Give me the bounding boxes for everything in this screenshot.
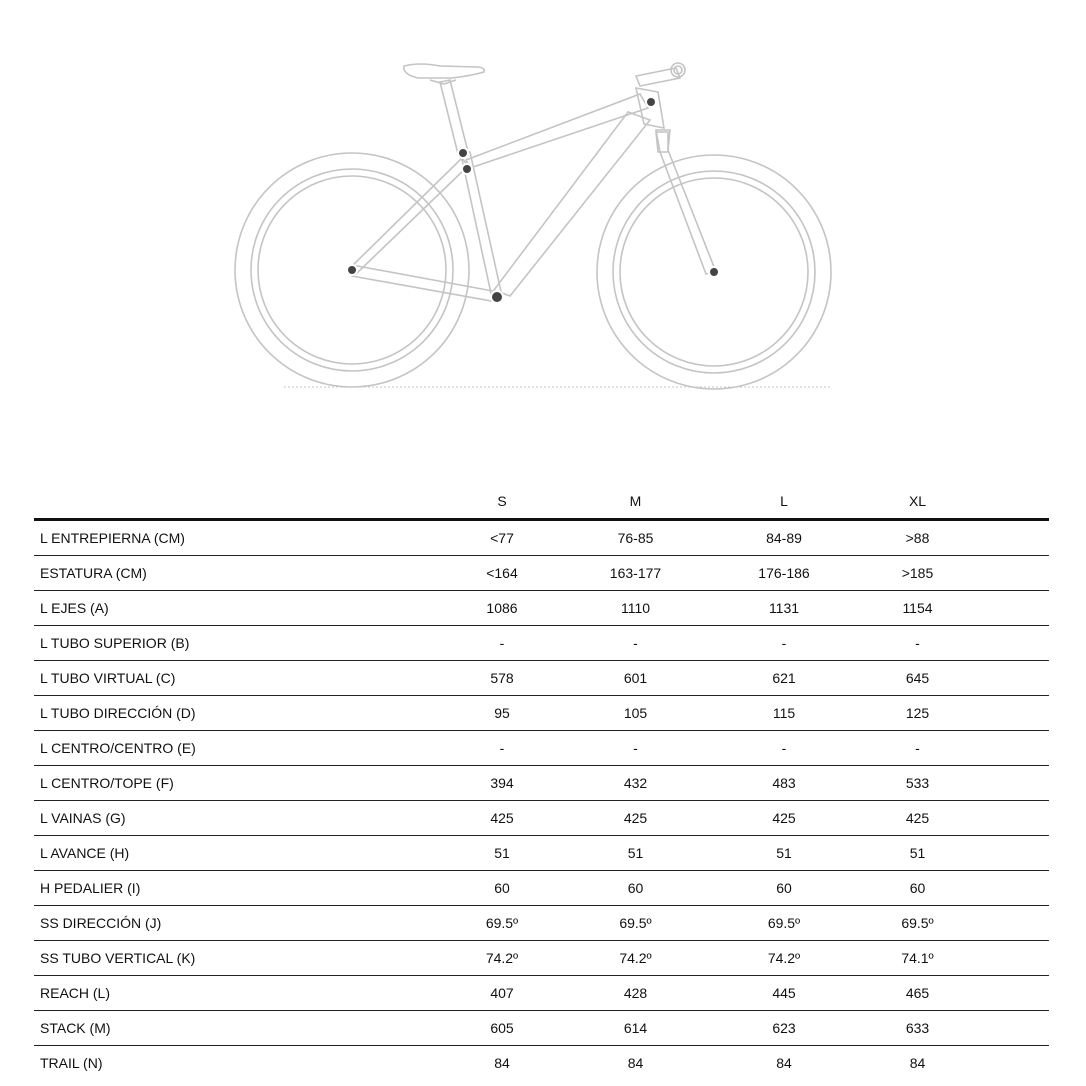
row-pad — [968, 836, 1049, 871]
header-blank — [34, 484, 434, 520]
cell-value: 1154 — [867, 591, 968, 626]
row-label: L CENTRO/CENTRO (E) — [34, 731, 434, 766]
row-pad — [968, 766, 1049, 801]
geometry-table — [34, 484, 1049, 1080]
row-label: L TUBO SUPERIOR (B) — [34, 626, 434, 661]
row-label: L EJES (A) — [34, 591, 434, 626]
row-pad — [968, 1011, 1049, 1046]
cell-value: 51 — [701, 836, 867, 871]
seatstay — [350, 158, 468, 274]
table-row — [34, 626, 1049, 661]
cell-value: 483 — [701, 766, 867, 801]
cell-value: 1131 — [701, 591, 867, 626]
cell-value: - — [434, 626, 570, 661]
table-row — [34, 766, 1049, 801]
table-row — [34, 836, 1049, 871]
row-pad — [968, 731, 1049, 766]
cell-value: 623 — [701, 1011, 867, 1046]
cell-value: 74.2º — [701, 941, 867, 976]
cell-value: 74.2º — [434, 941, 570, 976]
saddle — [404, 64, 485, 78]
cell-value: 95 — [434, 696, 570, 731]
row-pad — [968, 801, 1049, 836]
cell-value: <77 — [434, 520, 570, 556]
seatstay-junction-dot — [462, 164, 472, 174]
row-pad — [968, 1046, 1049, 1081]
cell-value: 605 — [434, 1011, 570, 1046]
row-label: L TUBO VIRTUAL (C) — [34, 661, 434, 696]
cell-value: 163-177 — [570, 556, 701, 591]
cell-value: - — [867, 731, 968, 766]
size-header: M — [570, 484, 701, 520]
cell-value: - — [570, 626, 701, 661]
cell-value: 407 — [434, 976, 570, 1011]
row-label: STACK (M) — [34, 1011, 434, 1046]
cell-value: 69.5º — [701, 906, 867, 941]
cell-value: 425 — [570, 801, 701, 836]
cell-value: 60 — [867, 871, 968, 906]
table-row — [34, 520, 1049, 556]
row-label: L AVANCE (H) — [34, 836, 434, 871]
cell-value: 425 — [434, 801, 570, 836]
row-pad — [968, 696, 1049, 731]
cell-value: 465 — [867, 976, 968, 1011]
cell-value: - — [867, 626, 968, 661]
cell-value: 51 — [570, 836, 701, 871]
row-pad — [968, 871, 1049, 906]
table-row — [34, 556, 1049, 591]
cell-value: 105 — [570, 696, 701, 731]
cell-value: 125 — [867, 696, 968, 731]
cell-value: 74.2º — [570, 941, 701, 976]
cell-value: - — [570, 731, 701, 766]
cell-value: - — [701, 626, 867, 661]
cell-value: 601 — [570, 661, 701, 696]
cell-value: 425 — [701, 801, 867, 836]
table-row — [34, 696, 1049, 731]
size-header: S — [434, 484, 570, 520]
row-label: L VAINAS (G) — [34, 801, 434, 836]
size-header-row — [34, 484, 1049, 520]
row-label: REACH (L) — [34, 976, 434, 1011]
cell-value: - — [434, 731, 570, 766]
size-header: XL — [867, 484, 968, 520]
row-pad — [968, 661, 1049, 696]
cell-value: 69.5º — [434, 906, 570, 941]
cell-value: 578 — [434, 661, 570, 696]
table-row — [34, 976, 1049, 1011]
row-label: L ENTREPIERNA (CM) — [34, 520, 434, 556]
bottom-bracket-dot — [491, 291, 503, 303]
cell-value: 115 — [701, 696, 867, 731]
table-row — [34, 906, 1049, 941]
row-pad — [968, 591, 1049, 626]
cell-value: 84 — [627, 1055, 644, 1071]
rear-axle-dot — [347, 265, 357, 275]
row-pad — [968, 556, 1049, 591]
table-row — [34, 1011, 1049, 1046]
row-pad — [968, 976, 1049, 1011]
cell-value: 633 — [867, 1011, 968, 1046]
table-row — [34, 591, 1049, 626]
row-label: L CENTRO/TOPE (F) — [34, 766, 434, 801]
cell-value: 84 — [494, 1055, 510, 1071]
cell-value: 60 — [701, 871, 867, 906]
cell-value: 76-85 — [570, 520, 701, 556]
cell-value: 621 — [701, 661, 867, 696]
row-label: L TUBO DIRECCIÓN (D) — [34, 696, 434, 731]
cell-value: 84 — [909, 1055, 926, 1071]
table-row — [34, 801, 1049, 836]
size-header: L — [701, 484, 867, 520]
head-top-dot — [646, 97, 656, 107]
table-row — [34, 1046, 1049, 1081]
cell-value: 69.5º — [570, 906, 701, 941]
down-tube — [494, 112, 650, 296]
row-label: ESTATURA (CM) — [34, 556, 434, 591]
cell-value: 394 — [434, 766, 570, 801]
cell-value: >88 — [867, 520, 968, 556]
cell-value: 645 — [867, 661, 968, 696]
cell-value: 1086 — [434, 591, 570, 626]
table-row — [34, 661, 1049, 696]
table-row — [34, 941, 1049, 976]
seat-cluster-dot — [458, 148, 468, 158]
cell-value: 176-186 — [701, 556, 867, 591]
cell-value: 84 — [776, 1055, 792, 1071]
cell-value: 445 — [701, 976, 867, 1011]
row-pad — [968, 906, 1049, 941]
table-row — [34, 731, 1049, 766]
cell-value: - — [701, 731, 867, 766]
row-pad — [968, 941, 1049, 976]
seatpost — [440, 80, 468, 154]
table-row — [34, 871, 1049, 906]
cell-value: 51 — [867, 836, 968, 871]
cell-value: 84-89 — [701, 520, 867, 556]
chainstay — [352, 265, 498, 302]
cell-value: 1110 — [570, 591, 701, 626]
cell-value: 69.5º — [867, 906, 968, 941]
row-label: SS DIRECCIÓN (J) — [34, 906, 434, 941]
cell-value: 432 — [570, 766, 701, 801]
cell-value: 51 — [434, 836, 570, 871]
cell-value: <164 — [434, 556, 570, 591]
cell-value: 60 — [570, 871, 701, 906]
header-pad — [968, 484, 1049, 520]
cell-value: 533 — [867, 766, 968, 801]
cell-value: 614 — [570, 1011, 701, 1046]
cell-value: 425 — [867, 801, 968, 836]
row-label: H PEDALIER (I) — [34, 871, 434, 906]
bike-geometry-illustration — [0, 0, 1086, 430]
row-pad — [968, 626, 1049, 661]
front-axle-dot — [709, 267, 719, 277]
cell-value: 60 — [434, 871, 570, 906]
row-pad — [968, 520, 1049, 556]
cell-value: 74.1º — [867, 941, 968, 976]
cell-value: 428 — [570, 976, 701, 1011]
row-label: SS TUBO VERTICAL (K) — [34, 941, 434, 976]
row-label: TRAIL (N) — [40, 1055, 103, 1071]
cell-value: >185 — [867, 556, 968, 591]
